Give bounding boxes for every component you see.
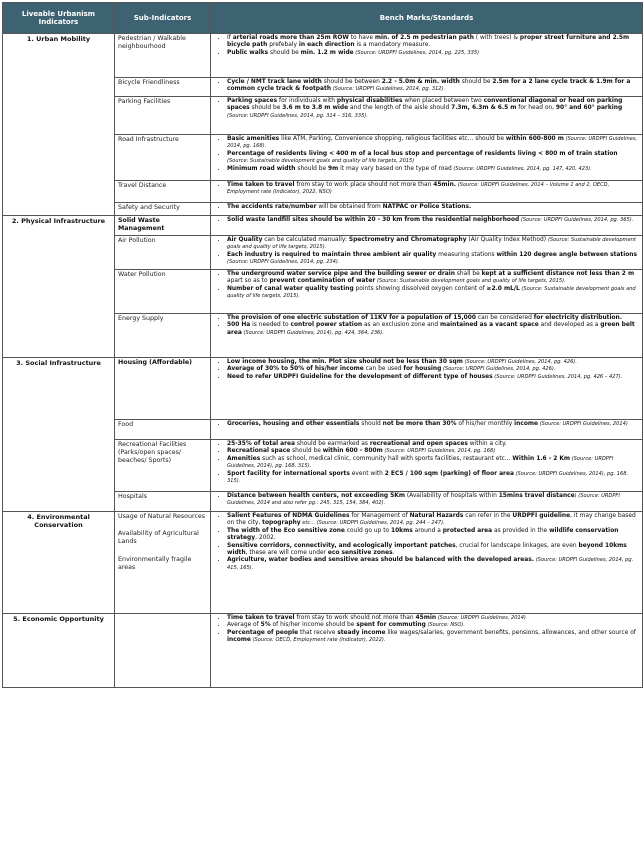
sub-indicator-cell: Travel Distance	[115, 181, 211, 203]
benchmark-item: • Average of 30% to 50% of his/her income can be used for housing (Source: URDPFI Guidelines, 2014, pg. 426).	[227, 366, 639, 373]
benchmark-item: • Number of canal water quality testing points showing dissolved oxygen content of ≥2.0 mL/L (Source: Sustainable development goals and quality of life targets, 2015).	[227, 286, 639, 301]
benchmark-item: • Distance between health centers, not exceeding 5Km (Availability of hospitals within 15mins travel distance) (Source: URDPFI Guidelines, 2014 and also refer pg.: 245, 315, 154, 384, 402).	[227, 493, 639, 508]
indicator-cell: 5. Economic Opportunity	[3, 614, 115, 688]
benchmark-item: • Percentage of people that receive steady income like wages/salaries, government benefits, pensions, allowances, and other source of income (Source: OECD, Employment rate (Indicator), 2022).	[227, 630, 639, 645]
benchmark-cell	[211, 236, 643, 270]
table-body	[3, 34, 643, 688]
benchmark-item: • Amenities such as school, medical clinic, community hall with sports facilities, restaurant etc... Within 1.6 - 2 Km (Source: URDPFI Guidelines, 2014), pg. 168, 315).	[227, 456, 639, 471]
benchmark-item: • Public walks should be min. 1.2 m wide (Source: URDPFI Guidelines, 2014, pg. 225, 335)	[227, 50, 639, 57]
standards-table	[2, 2, 643, 688]
benchmark-item: • The provision of one electric substation of 11KV for a population of 15,000 can be considered for electricity distribution.	[227, 315, 639, 322]
benchmark-item: • Time taken to travel from stay to work place should not more than 45min. (Source: URDPFI Guidelines, 2014 – Volume 1 and 2, OECD, Employment rate (Indicator), 2022, NSO)	[227, 182, 639, 197]
benchmark-cell	[211, 512, 643, 614]
benchmark-item: • The underground water service pipe and the building sewer or drain shall be kept at a sufficient distance not less than 2 m apart so as to prevent contamination of water (Source: Sustainable development goals and quality of life targets, 2015).	[227, 271, 639, 286]
benchmark-item: • Parking spaces for individuals with physical disabilities when placed between two conventional diagonal or head on parking spaces should be 3.6 m to 3.8 m wide and the length of the aisle should 7.3m, 6.3m & 6.5 m for head on, 90° and 60° parking (Source: URDPFI Guidelines, 2014, pg. 314 – 316, 335).	[227, 98, 639, 120]
benchmark-cell	[211, 420, 643, 440]
benchmark-item: • Low income housing, the min. Plot size should not be less than 30 sqm (Source: URDPFI Guidelines, 2014, pg. 426).	[227, 359, 639, 366]
sub-indicator-cell: Food	[115, 420, 211, 440]
table-row	[3, 512, 643, 614]
benchmark-item: • Sensitive corridors, connectivity, and ecologically important patches, crucial for landscape linkages, are even beyond 10kms width, these are will come under eco sensitive zones.	[227, 543, 639, 558]
benchmark-cell	[211, 97, 643, 135]
benchmark-cell	[211, 181, 643, 203]
sub-indicator-cell: Hospitals	[115, 492, 211, 512]
benchmark-item: • 25-35% of total area should be earmarked as recreational and open spaces within a city.	[227, 441, 639, 448]
benchmark-item: • The width of the Eco sensitive zone could go up to 10kms around a protected area as provided in the wildlife conservation strategy, 2002.	[227, 528, 639, 543]
sub-indicator-cell: Road Infrastructure	[115, 135, 211, 181]
benchmark-item: • Minimum road width should be 9m it may vary based on the type of road (Source: URDPFI Guidelines, 2014, pg. 147, 420, 423).	[227, 166, 639, 173]
header-indicators: Liveable Urbanism Indicators	[3, 3, 115, 34]
benchmark-item: • Salient Features of NDMA Guidelines for Management of Natural Hazards can refer in the URDPFI guideline, it may change based on the city, topography etc... (Source: URDPFI Guidelines, 2014, pg. 244 – 247).	[227, 513, 639, 528]
sub-indicator-cell: Solid Waste Management	[115, 216, 211, 236]
benchmark-cell	[211, 216, 643, 236]
indicator-cell: 1. Urban Mobility	[3, 34, 115, 216]
benchmark-cell	[211, 440, 643, 492]
benchmark-cell	[211, 492, 643, 512]
benchmark-item: • 500 Ha is needed to control power station as an exclusion zone and maintained as a vacant space and developed as a green belt area (Source: URDPFI Guidelines, 2014), pg. 424, 364, 236).	[227, 322, 639, 337]
benchmark-item: • Air Quality can be calculated manually: Spectrometry and Chromatography (Air Quality Index Method) (Source: Sustainable development goals and quality of life targets, 2015).	[227, 237, 639, 252]
sub-indicator-cell: Energy Supply	[115, 314, 211, 358]
sub-indicator-cell: Parking Facilities	[115, 97, 211, 135]
benchmark-item: • Recreational space should be within 600 - 800m (Source: URDPFI Guidelines, 2014, pg. 168)	[227, 448, 639, 455]
header-row	[3, 3, 643, 34]
benchmark-cell	[211, 34, 643, 78]
sub-indicator-cell: Air Pollution	[115, 236, 211, 270]
sub-indicator-cell: Usage of Natural Resources Availability of Agricultural Lands Environmentally fragile areas	[115, 512, 211, 614]
benchmark-item: • Time taken to travel from stay to work should not more than 45min (Source: URDPFI Guidelines, 2014)	[227, 615, 639, 622]
indicator-cell: 3. Social Infrastructure	[3, 358, 115, 512]
benchmark-cell	[211, 135, 643, 181]
benchmark-item: • Cycle / NMT track lane width should be between 2.2 - 5.0m & min. width should be 2.5m for a 2 lane cycle track & 1.9m for a common cycle track & footpath (Source: URDPFI Guidelines, 2014, pg. 312).	[227, 79, 639, 94]
table-row	[3, 34, 643, 78]
benchmark-cell	[211, 358, 643, 420]
benchmark-item: • Sport facility for international sports event with 2 ECS / 100 sqm (parking) of floor area (Source: URDPFI Guidelines, 2014), pg. 168, 315).	[227, 471, 639, 486]
header-sub-indicators: Sub-Indicators	[115, 3, 211, 34]
benchmark-item: • Average of 5% of his/her income should be spent for commuting (Source: NSO).	[227, 622, 639, 629]
benchmark-item: • Solid waste landfill sites should be within 20 - 30 km from the residential neighborhood (Source: URDPFI Guidelines, 2014, pg. 365).	[227, 217, 639, 224]
sub-indicator-cell: Safety and Security	[115, 203, 211, 216]
benchmark-item: • Groceries, housing and other essentials should not be more than 30% of his/her monthly income (Source: URDPFI Guidelines, 2014)	[227, 421, 639, 428]
benchmark-item: • Basic amenities like ATM, Parking, Convenience shopping, religious facilities etc... should be within 600-800 m (Source: URDPFI Guidelines, 2014, pg. 168).	[227, 136, 639, 151]
table-row	[3, 216, 643, 236]
benchmark-cell	[211, 203, 643, 216]
sub-indicator-cell	[115, 614, 211, 688]
table-row	[3, 614, 643, 688]
sub-indicator-cell: Housing (Affordable)	[115, 358, 211, 420]
benchmark-item: • Each industry is required to maintain three ambient air quality measuring stations within 120 degree angle between stations (Source: URDPFI Guidelines, 2014, pg. 234).	[227, 252, 639, 267]
benchmark-cell	[211, 78, 643, 97]
sub-indicator-cell: Pedestrian / Walkable neighbourhood	[115, 34, 211, 78]
sub-indicator-cell: Bicycle Friendliness	[115, 78, 211, 97]
indicator-cell: 4. Environmental Conservation	[3, 512, 115, 614]
benchmark-cell	[211, 270, 643, 314]
benchmark-item: • Need to refer URDPFI Guideline for the development of different type of houses (Source: URDPFI Guidelines, 2014, pg. 426 – 427).	[227, 374, 639, 381]
benchmark-cell	[211, 614, 643, 688]
sub-indicator-cell: Water Pollution	[115, 270, 211, 314]
benchmark-cell	[211, 314, 643, 358]
benchmark-item: • Percentage of residents living < 400 m of a local bus stop and percentage of residents living < 800 m of train station (Source: Sustainable development goals and quality of life targets, 2015)	[227, 151, 639, 166]
header-benchmarks: Bench Marks/Standards	[211, 3, 643, 34]
benchmark-item: • Agriculture, water bodies and sensitive areas should be balanced with the developed areas. (Source: URDPFI Guidelines, 2014, pg. 415, 165).	[227, 557, 639, 572]
table-row	[3, 358, 643, 420]
benchmark-item: • The accidents rate/number will be obtained from NATPAC or Police Stations.	[227, 204, 639, 211]
indicator-cell: 2. Physical Infrastructure	[3, 216, 115, 358]
sub-indicator-cell: Recreational Facilities (Parks/open spaces/ beaches/ Sports)	[115, 440, 211, 492]
benchmark-item: • If arterial roads more than 25m ROW to have min. of 2.5 m pedestrian path ( with trees) & proper street furniture and 2.5m bicycle path prefebaly in each direction is a mandatory measure.	[227, 35, 639, 50]
